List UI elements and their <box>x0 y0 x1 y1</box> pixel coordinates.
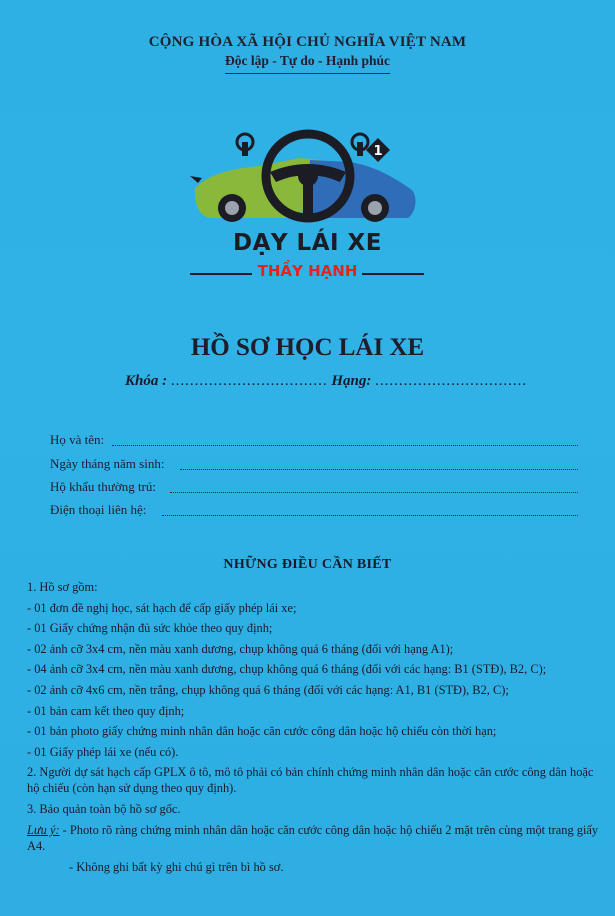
motto-underline <box>225 73 390 74</box>
brand-divider-right <box>362 273 424 275</box>
note-item: - 01 bản photo giấy chứng minh nhân dân hoặc căn cước công dân hoặc hộ chiếu còn thời hạn; <box>27 724 497 739</box>
rank-label: Hạng: <box>331 373 372 389</box>
nation-heading: CỘNG HÒA XÃ HỘI CHỦ NGHĨA VIỆT NAM <box>148 34 467 50</box>
field-label: Họ và tên: <box>50 432 105 447</box>
course-blank: ................................. <box>170 373 328 389</box>
brand-teacher: THẦY HẠNH <box>257 262 358 280</box>
field-label: Điện thoại liên hệ: <box>50 502 147 517</box>
field-full-name <box>50 432 578 448</box>
notes-title: NHỮNG ĐIỀU CẦN BIẾT <box>223 557 392 572</box>
note-remark-1: - Photo rõ ràng chứng minh nhân dân hoặc căn cước công dân hoặc hộ chiếu 2 mặt trên cùng một trang giấy A4. <box>27 822 599 853</box>
field-phone <box>50 502 578 518</box>
form-title: HỒ SƠ HỌC LÁI XE <box>190 334 425 361</box>
motto: Độc lập - Tự do - Hạnh phúc <box>224 53 391 68</box>
note-item: - 01 bản cam kết theo quy định; <box>27 703 185 718</box>
note-item: 3. Bảo quản toàn bộ hồ sơ gốc. <box>27 802 181 817</box>
note-item: - 01 Giấy chứng nhận đủ sức khỏe theo quy định; <box>27 621 273 636</box>
rank-blank: ................................ <box>375 373 528 389</box>
brand-name: DẠY LÁI XE <box>232 230 383 256</box>
note-item: - 02 ảnh cỡ 4x6 cm, nền trắng, chụp không quá 6 tháng (đối với các hạng: A1, B1 (STĐ), B2, C); <box>27 682 509 697</box>
blank-line <box>162 514 578 516</box>
course-rank-row <box>125 373 527 390</box>
field-date-of-birth <box>50 456 578 472</box>
note-item: - 01 Giấy phép lái xe (nếu có). <box>27 744 179 759</box>
blank-line <box>112 444 578 446</box>
blank-line <box>180 468 578 470</box>
notes-list <box>27 577 607 878</box>
field-label: Ngày tháng năm sinh: <box>50 456 165 471</box>
logo-badge: 1 <box>373 144 383 159</box>
course-label: Khóa : <box>125 373 168 389</box>
note-item: 1. Hồ sơ gồm: <box>27 580 98 594</box>
note-item: - 01 đơn đề nghị học, sát hạch để cấp giấy phép lái xe; <box>27 600 297 615</box>
note-item: - 04 ảnh cỡ 3x4 cm, nền màu xanh dương, chụp không quá 6 tháng (đối với các hạng: B1 (STĐ), B2, C); <box>27 662 547 677</box>
field-label: Hộ khẩu thường trú: <box>50 479 156 494</box>
blank-line <box>170 491 578 493</box>
car-steering-wheel-logo <box>190 128 430 238</box>
note-remark <box>27 822 607 854</box>
note-remark-2: - Không ghi bất kỳ ghi chú gì trên bì hồ sơ. <box>69 859 284 874</box>
note-label: Lưu ý: <box>27 822 60 837</box>
note-item: 2. Người dự sát hạch cấp GPLX ô tô, mô tô phải có bản chính chứng minh nhân dân hoặc căn cước công dân hoặc hộ chiếu (còn hạn sử dụng theo quy định). <box>27 765 594 796</box>
note-item: - 02 ảnh cỡ 3x4 cm, nền màu xanh dương, chụp không quá 6 tháng (đối với hạng A1); <box>27 641 454 656</box>
field-permanent-address <box>50 479 578 495</box>
